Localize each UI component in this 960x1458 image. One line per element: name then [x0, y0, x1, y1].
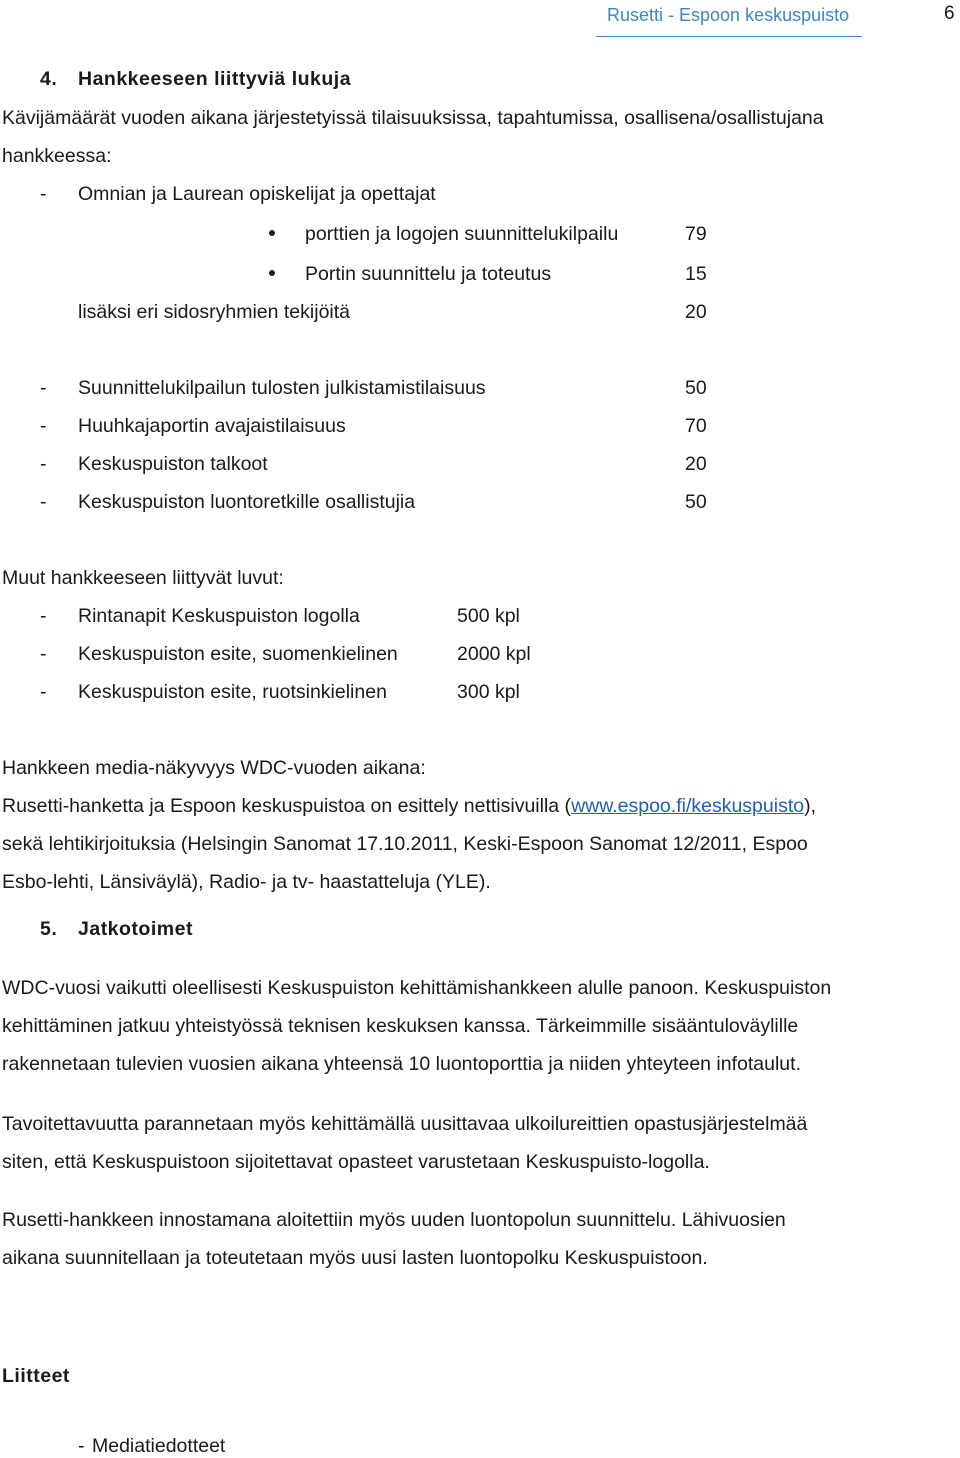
running-header-title: Rusetti - Espoon keskuspuisto: [607, 5, 850, 25]
paragraph-line: Rusetti-hankkeen innostamana aloitettiin myös uuden luontopolun suunnittelu. Lähivuosien: [2, 1209, 786, 1231]
section-5-number: 5.: [40, 918, 58, 940]
media-line-3: Esbo-lehti, Länsiväylä), Radio- ja tv- haastatteluja (YLE).: [2, 871, 491, 893]
media-line-1-text: Rusetti-hanketta ja Espoon keskuspuistoa on esittely nettisivuilla (: [2, 795, 572, 817]
list-dash: -: [40, 415, 47, 437]
paragraph-line: kehittäminen jatkuu yhteistyössä teknisen keskuksen kanssa. Tärkeimmille sisääntuloväylille: [2, 1015, 799, 1037]
list-dash: -: [40, 681, 47, 703]
sub-item-value: 15: [685, 263, 707, 285]
other-item-value: 2000 kpl: [457, 643, 531, 665]
list-dash: -: [40, 453, 47, 475]
event-value: 50: [685, 491, 707, 513]
paragraph-line: aikana suunnitellaan ja toteutetaan myös uusi lasten luontopolku Keskuspuistoon.: [2, 1247, 708, 1269]
paragraph-line: WDC-vuosi vaikutti oleellisesti Keskuspuiston kehittämishankkeen alulle panoon. Keskuspuiston: [2, 977, 832, 999]
sub-item-label: Portin suunnittelu ja toteutus: [305, 263, 552, 285]
other-item-label: Rintanapit Keskuspuiston logolla: [78, 605, 360, 627]
header-rule: [596, 36, 862, 37]
event-value: 20: [685, 453, 707, 475]
media-heading: Hankkeen media-näkyvyys WDC-vuoden aikana:: [2, 757, 426, 779]
event-value: 70: [685, 415, 707, 437]
section-5-title: Jatkotoimet: [78, 918, 193, 940]
list-dash: -: [40, 491, 47, 513]
other-item-value: 500 kpl: [457, 605, 520, 627]
paragraph-line: rakennetaan tulevien vuosien aikana yhteensä 10 luontoporttia ja niiden yhteyteen infotaulut.: [2, 1053, 801, 1075]
keskuspuisto-link[interactable]: www.espoo.fi/keskuspuisto: [571, 795, 805, 817]
sub-item-label: porttien ja logojen suunnittelukilpailu: [305, 223, 619, 245]
page-number: 6: [944, 3, 955, 24]
list-dash: -: [40, 605, 47, 627]
students-item: Omnian ja Laurean opiskelijat ja opettajat: [78, 183, 436, 205]
paragraph-line: siten, että Keskuspuistoon sijoitettavat opasteet varustetaan Keskuspuisto-logolla.: [2, 1151, 710, 1173]
other-item-value: 300 kpl: [457, 681, 520, 703]
sub-item-value: 79: [685, 223, 707, 245]
bullet-icon: [269, 230, 275, 236]
list-dash: -: [78, 1435, 85, 1457]
attachments-title: Liitteet: [2, 1365, 70, 1387]
extra-value: 20: [685, 301, 707, 323]
extra-label: lisäksi eri sidosryhmien tekijöitä: [78, 301, 351, 323]
event-label: Suunnittelukilpailun tulosten julkistamistilaisuus: [78, 377, 486, 399]
list-dash: -: [40, 643, 47, 665]
paragraph-line: Tavoitettavuutta parannetaan myös kehittämällä uusittavaa ulkoilureittien opastusjärjestelmää: [2, 1113, 808, 1135]
section-4-number: 4.: [40, 68, 58, 90]
event-label: Keskuspuiston talkoot: [78, 453, 268, 475]
other-item-label: Keskuspuiston esite, ruotsinkielinen: [78, 681, 387, 703]
event-label: Keskuspuiston luontoretkille osallistujia: [78, 491, 416, 513]
bullet-icon: [269, 270, 275, 276]
media-line-2: sekä lehtikirjoituksia (Helsingin Sanomat 17.10.2011, Keski-Espoon Sanomat 12/2011, Espoo: [2, 833, 808, 855]
intro-line-2: hankkeessa:: [2, 145, 112, 167]
list-dash: -: [40, 377, 47, 399]
event-label: Huuhkajaportin avajaistilaisuus: [78, 415, 346, 437]
section-4-title: Hankkeeseen liittyviä lukuja: [78, 68, 352, 90]
attachment-item: Mediatiedotteet: [92, 1435, 226, 1457]
intro-line-1: Kävijämäärät vuoden aikana järjestetyissä tilaisuuksissa, tapahtumissa, osallisena/osallistujana: [2, 107, 824, 129]
other-heading: Muut hankkeeseen liittyvät luvut:: [2, 567, 284, 589]
event-value: 50: [685, 377, 707, 399]
list-dash: -: [40, 183, 47, 205]
media-line-1-end: ),: [804, 795, 817, 817]
other-item-label: Keskuspuiston esite, suomenkielinen: [78, 643, 398, 665]
media-line-1: [2, 794, 816, 818]
